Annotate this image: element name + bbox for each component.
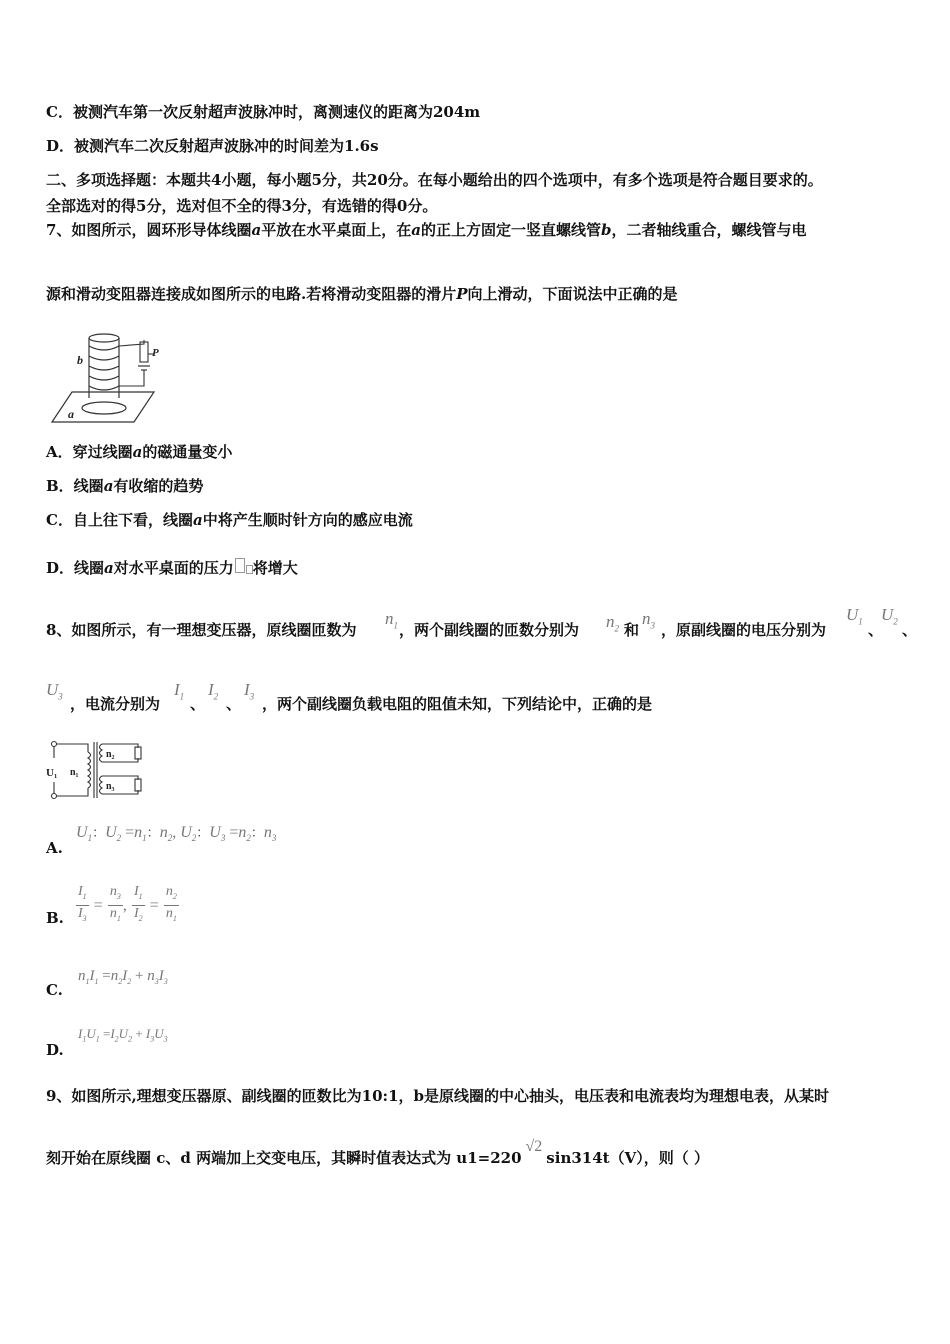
q7-option-d: D．线圈a对水平桌面的压力 将增大 <box>46 559 298 577</box>
q8-option-d-label: D. <box>46 1041 64 1059</box>
q7-option-a: A．穿过线圈a的磁通量变小 <box>46 443 233 461</box>
section-2-heading-line1: 二、多项选择题：本题共4小题，每小题5分，共20分。在每小题给出的四个选项中，有多个选项是符合题目要求的。 <box>46 171 823 189</box>
q8-option-d-formula: $I_1U_1 =I_2U_2 + I_3U_3$ <box>78 1026 168 1044</box>
q8-sep-1: 、 <box>868 621 884 639</box>
q8-i3: $I_3$ <box>244 680 255 702</box>
q8-sep-2: 、 <box>902 621 918 639</box>
q8-i1: $I_1$ <box>174 680 185 702</box>
option-d-previous: D．被测汽车二次反射超声波脉冲的时间差为1.6s <box>46 137 379 155</box>
q8-stem-line1-d: ，原副线圈的电压分别为 <box>661 621 827 639</box>
section-2-heading-line2: 全部选对的得5分，选对但不全的得3分，有选错的得0分。 <box>46 197 438 215</box>
q8-i2: $I_2$ <box>208 680 219 702</box>
q8-stem-line2-b: ，电流分别为 <box>70 695 161 713</box>
option-c-previous: C．被测汽车第一次反射超声波脉冲时，离测速仪的距离为204m <box>46 103 481 121</box>
q8-option-c-formula: $n_1I_1 =n_2I_2 + n_3I_3$ <box>78 968 168 986</box>
q8-u2: $U_2$ <box>881 605 898 627</box>
q7-solenoid-figure <box>44 326 169 426</box>
q7-option-c: C．自上往下看，线圈a中将产生顺时针方向的感应电流 <box>46 511 413 529</box>
q9-stem-line2: 刻开始在原线圈 c、d 两端加上交变电压，其瞬时值表达式为 u1=220√2sin314t（V），则（ ） <box>46 1138 709 1167</box>
q8-fig-n3: n₃ <box>106 781 115 792</box>
q7-fig-label-b: b <box>77 353 83 367</box>
q8-option-a-formula: $U_1$：$U_2 =n_1$：$n_2$, $U_2$：$U_3 =n_2$：$n_3$ <box>76 824 277 844</box>
q8-option-b-label: B. <box>46 909 64 927</box>
placeholder-box-icon <box>235 558 245 573</box>
q8-fig-u1: U₁ <box>46 767 58 779</box>
q8-stem-line1-b: ，两个副线圈的匝数分别为 <box>399 621 580 639</box>
q8-sep-4: 、 <box>226 695 242 713</box>
q8-stem-line1: 8、如图所示，有一理想变压器，原线圈匝数为 <box>46 621 357 639</box>
q8-option-c-label: C. <box>46 981 63 999</box>
q8-fig-n1: n₁ <box>70 767 79 778</box>
q7-option-b: B．线圈a有收缩的趋势 <box>46 477 204 495</box>
placeholder-box-small-icon <box>246 565 253 574</box>
q7-stem-line2: 源和滑动变阻器连接成如图所示的电路.若将滑动变阻器的滑片P向上滑动，下面说法中正确的是 <box>46 285 678 303</box>
q8-option-a-label: A. <box>46 839 63 857</box>
q8-n2: $n_2$ <box>606 612 619 634</box>
q7-fig-label-p: P <box>152 347 159 359</box>
q8-fig-n2: n₂ <box>106 749 115 760</box>
q9-stem-line1: 9、如图所示,理想变压器原、副线圈的匝数比为10:1，b是原线圈的中心抽头，电压表和电流表均为理想电表，从某时 <box>46 1087 830 1105</box>
q8-stem-line2-c: ，两个副线圈负载电阻的阻值未知，下列结论中，正确的是 <box>262 695 653 713</box>
q7-stem-line1: 7、如图所示，圆环形导体线圈a平放在水平桌面上，在a的正上方固定一竖直螺线管b，二者轴线重合，螺线管与电 <box>46 221 807 239</box>
q8-sep-3: 、 <box>190 695 206 713</box>
q8-option-b-formula: $\frac{I_1}{I_3}$ = $\frac{n_3}{n_1}$ , $\frac{I_1}{I_2}$ = $\frac{n_2}{n_1}$ <box>78 884 177 923</box>
q8-stem-line1-c: 和 <box>624 621 640 639</box>
q8-n1: $n_1$ <box>385 609 398 631</box>
q8-n3: $n_3$ <box>642 609 655 631</box>
q8-transformer-figure <box>44 738 154 802</box>
q7-fig-label-a: a <box>68 407 74 421</box>
q8-u1: $U_1$ <box>846 605 863 627</box>
q8-u3: $U_3$ <box>46 680 63 702</box>
